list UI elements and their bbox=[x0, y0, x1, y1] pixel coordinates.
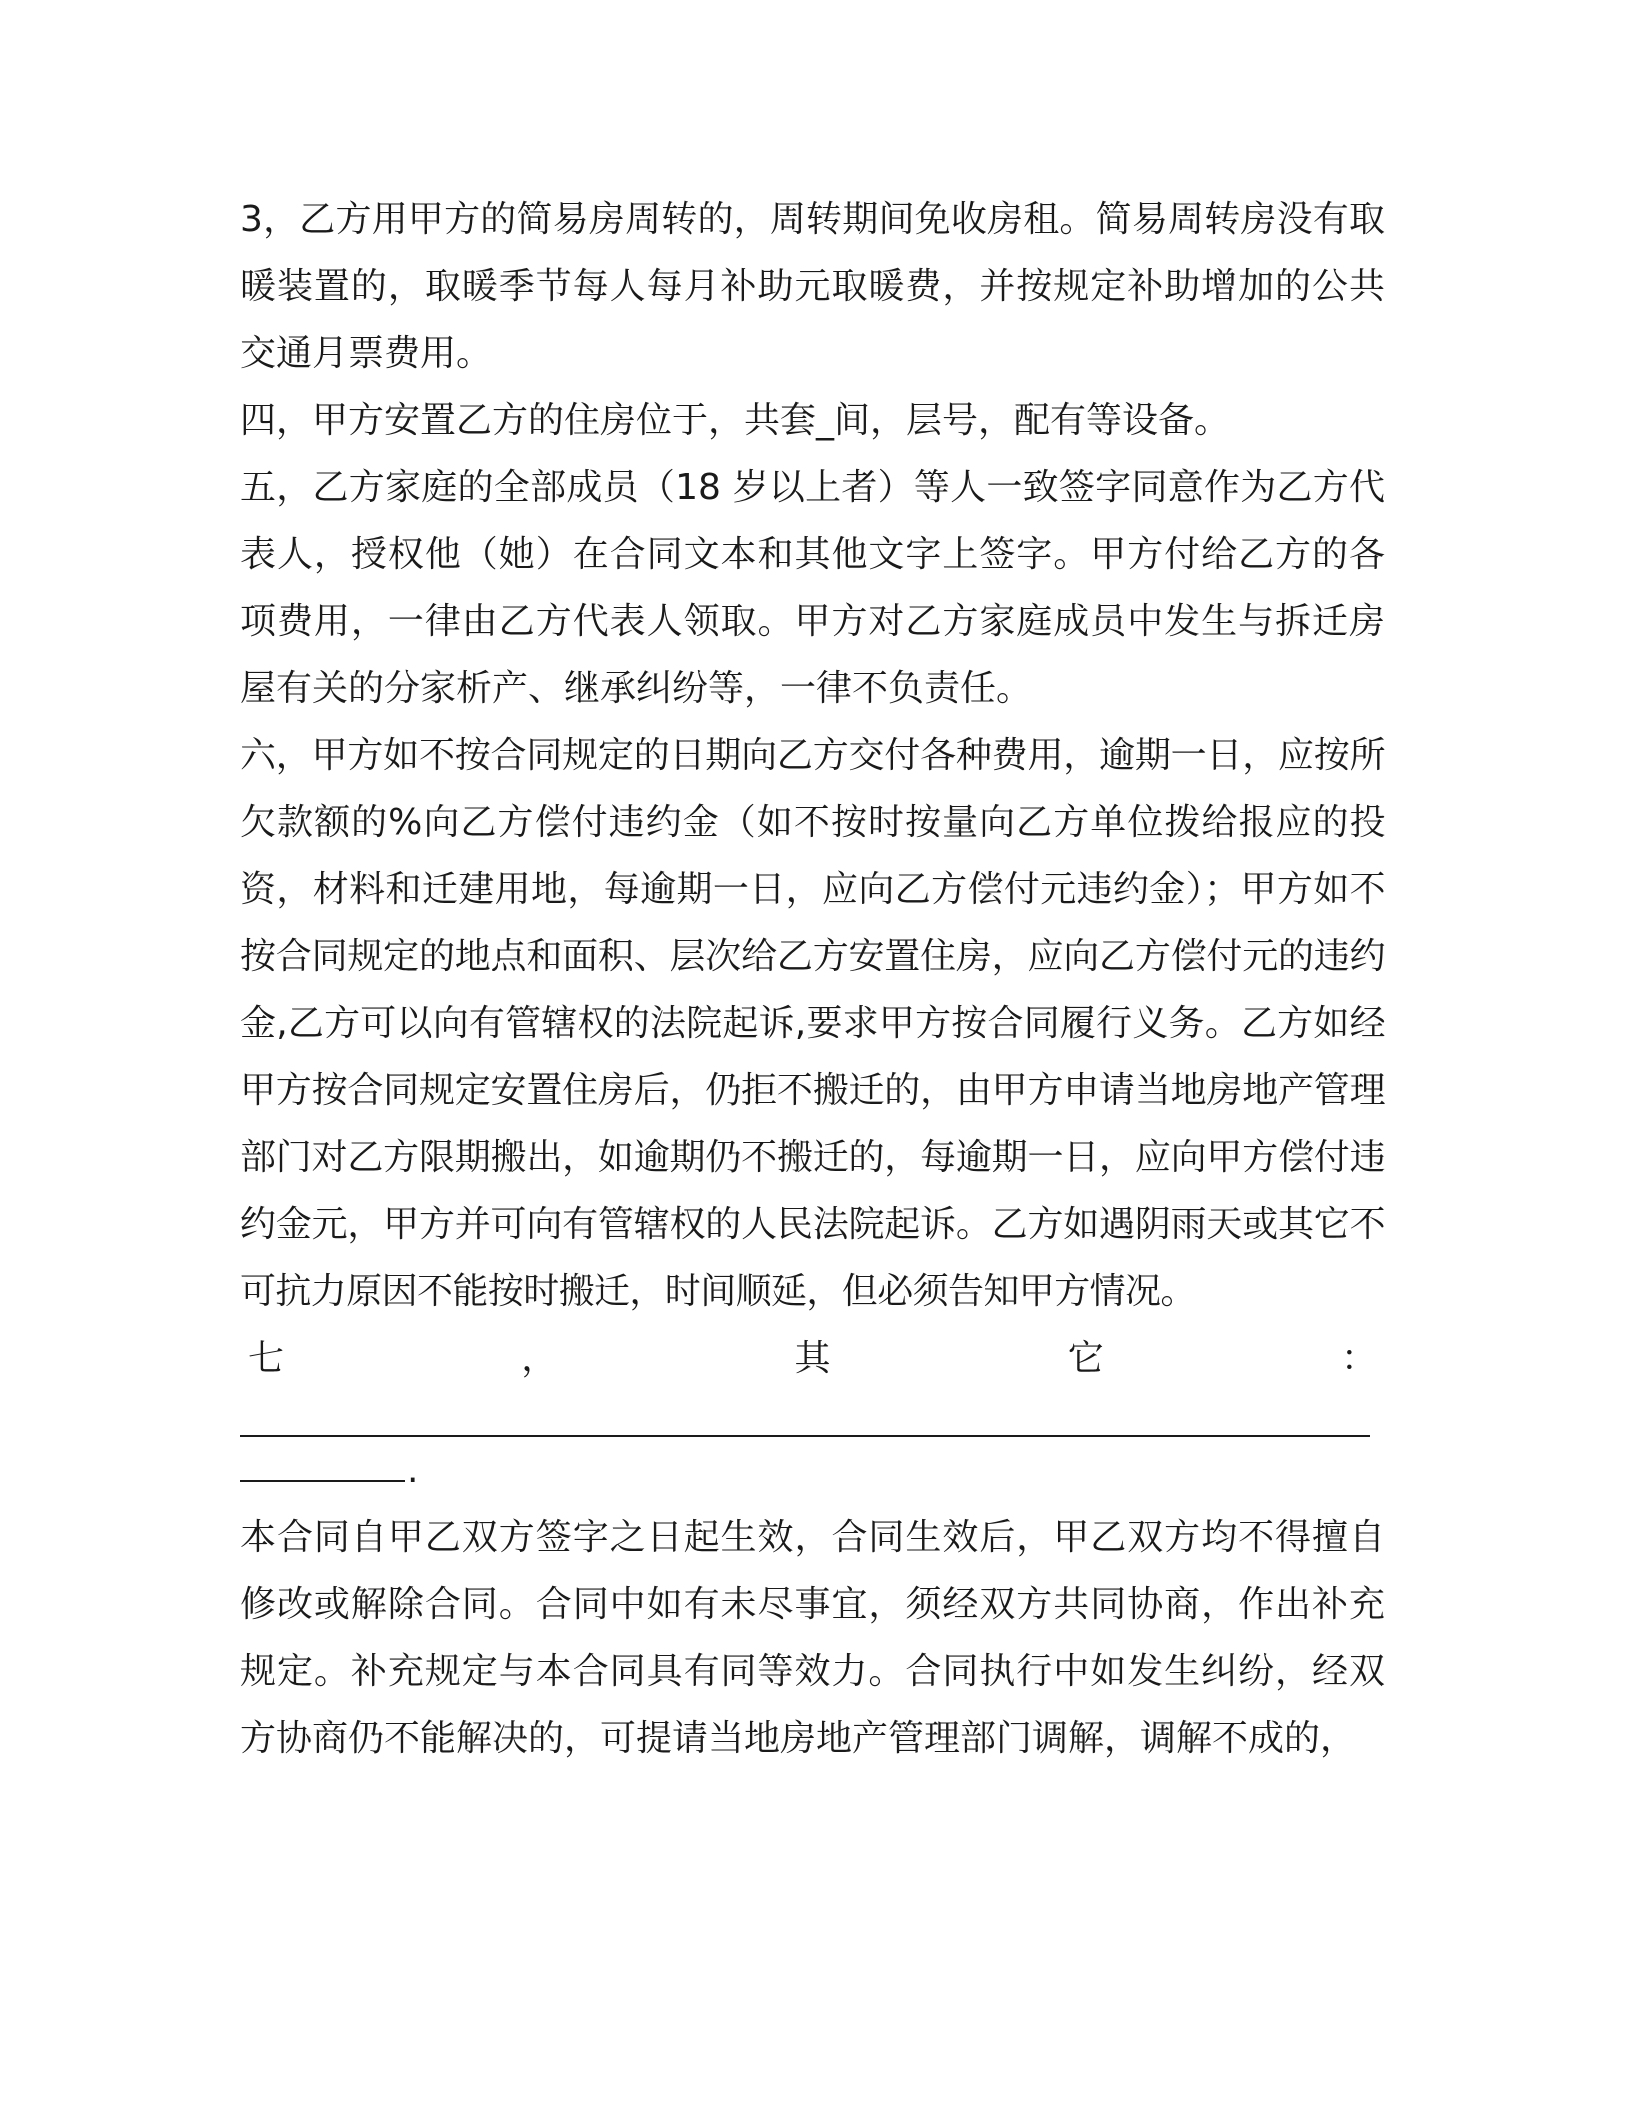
document-body bbox=[240, 186, 1385, 1772]
blank-fill-line-tail bbox=[240, 1480, 405, 1482]
clause-4-paragraph: 四，甲方安置乙方的住房位于，共套_间，层号，配有等设备。 bbox=[240, 400, 1231, 441]
clause-7-heading-char: ， bbox=[521, 1338, 558, 1379]
clause-5-paragraph: 五，乙方家庭的全部成员（18 岁以上者）等人一致签字同意作为乙方代表人，授权他（她）在合同文本和其他文字上签字。甲方付给乙方的各项费用，一律由乙方代表人领取。甲方对乙方家庭成员中发生与拆迁房屋有关的分家析产、继承纠纷等，一律不负责任。 bbox=[240, 467, 1385, 709]
blank-fill-tail-row bbox=[240, 1437, 1385, 1504]
blank-fill-period: . bbox=[407, 1450, 419, 1491]
clause-3-paragraph: 3，乙方用甲方的简易房周转的，周转期间免收房租。简易周转房没有取暖装置的，取暖季节每人每月补助元取暖费，并按规定补助增加的公共交通月票费用。 bbox=[240, 199, 1385, 374]
closing-paragraph: 本合同自甲乙双方签字之日起生效，合同生效后，甲乙双方均不得擅自修改或解除合同。合同中如有未尽事宜，须经双方共同协商，作出补充规定。补充规定与本合同具有同等效力。合同执行中如发生纠纷，经双方协商仍不能解决的，可提请当地房地产管理部门调解，调解不成的， bbox=[240, 1517, 1385, 1759]
clause-7-heading bbox=[240, 1325, 1385, 1392]
clause-7-heading-char: ： bbox=[1340, 1338, 1377, 1379]
clause-7-heading-char: 其 bbox=[794, 1338, 831, 1379]
clause-6-paragraph: 六，甲方如不按合同规定的日期向乙方交付各种费用，逾期一日，应按所欠款额的%向乙方偿付违约金（如不按时按量向乙方单位拨给报应的投资，材料和迁建用地，每逾期一日，应向乙方偿付元违约金）；甲方如不按合同规定的地点和面积、层次给乙方安置住房，应向乙方偿付元的违约金,乙方可以向有管辖权的法院起诉,要求甲方按合同履行义务。乙方如经甲方按合同规定安置住房后，仍拒不搬迁的，由甲方申请当地房地产管理部门对乙方限期搬出，如逾期仍不搬迁的，每逾期一日，应向甲方偿付违约金元，甲方并可向有管辖权的人民法院起诉。乙方如遇阴雨天或其它不可抗力原因不能按时搬迁，时间顺延，但必须告知甲方情况。 bbox=[240, 735, 1385, 1312]
clause-7-heading-char: 七 bbox=[248, 1338, 285, 1379]
clause-7-heading-char: 它 bbox=[1067, 1338, 1104, 1379]
